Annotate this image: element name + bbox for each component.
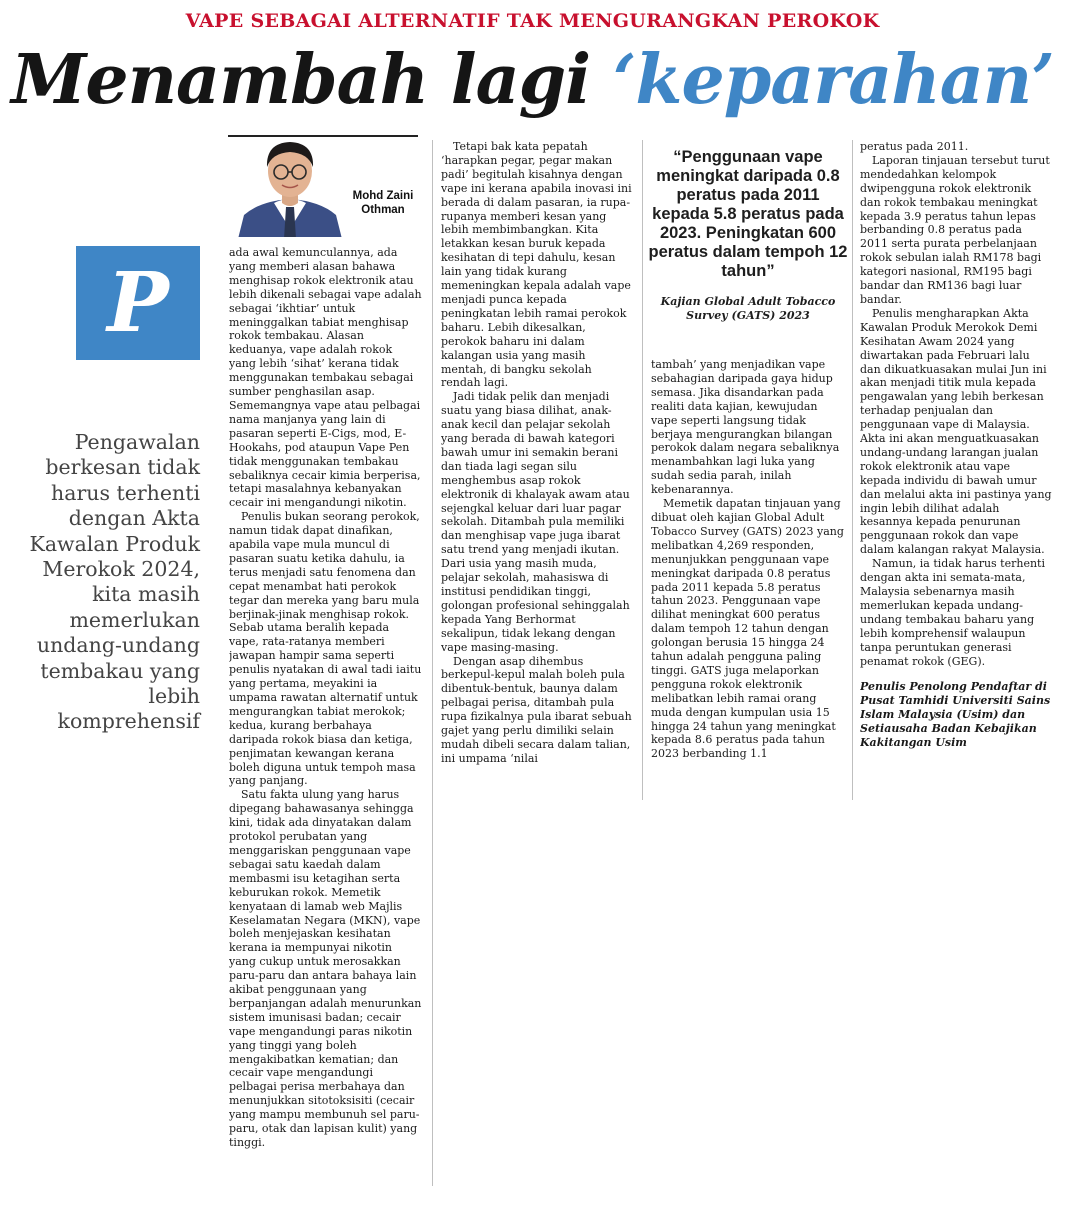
paragraph: tambah’ yang menjadikan vape sebahagian daripada gaya hidup semasa. Jika disandarkan pada realiti data kajian, kewujudan vape seperti langsung tidak berjaya mengurangkan bilangan perokok dalam negara sebaliknya menambahkan lagi luka yang sudah sedia parah, inilah kebenarannya.: [651, 358, 840, 497]
quote-source: Kajian Global Adult Tobacco Survey (GATS) 2023: [660, 295, 836, 322]
column-rule: [852, 140, 853, 800]
paragraph: Jadi tidak pelik dan menjadi suatu yang biasa dilihat, anak-anak kecil dan pelajar sekolah yang berada di bawah kategori bawah umur ini semakin berani dan tiada lagi segan silu menghembus asap rokok elektronik di khalayak awam atau sejengkal keluar dari luar pagar sekolah. Ditambah pula memiliki dan menghisap vape juga ibarat satu trend yang menjadi ikutan. Dari usia yang masih muda, pelajar sekolah, mahasiswa di institusi pendidikan tinggi, golongan profesional sehinggalah kepada Yang Berhormat sekalipun, tidak lekang dengan vape masing-masing.: [441, 390, 630, 654]
paragraph: peratus pada 2011.: [860, 140, 969, 153]
headline: [0, 40, 1065, 120]
headline-accent: ‘keparahan’: [612, 40, 1054, 120]
paragraph: Laporan tinjauan tersebut turut mendedahkan kelompok dwipengguna rokok elektronik dan rokok tembakau meningkat kepada 3.9 peratus tahun lepas berbanding 0.8 peratus pada 2011 serta purata perbelanjaan rokok sebulan ialah RM178 bagi kategori nasional, RM195 bagi bandar dan RM136 bagi luar bandar.: [860, 153, 1050, 306]
paragraph: ada awal kemunculannya, ada yang memberi alasan bahawa menghisap rokok elektronik atau lebih dikenali sebagai vape adalah sebagai ‘ikhtiar’ untuk meninggalkan tabiat menghisap rokok tembakau. Alasan keduanya, vape adalah rokok yang lebih ‘sihat’ kerana tidak menggunakan tembakau sebagai sumber penghasilan asap. Sememangnya vape atau pelbagai nama manjanya yang lain di pasaran seperti E-Cigs, mod, E-Hookahs, pod ataupun Vape Pen tidak menggunakan tembakau sebaliknya cecair kimia berperisa, tetapi masalahnya kebanyakan cecair ini mengandungi nikotin.: [229, 246, 422, 510]
paragraph: Memetik dapatan tinjauan yang dibuat oleh kajian Global Adult Tobacco Survey (GATS) 2023 yang melibatkan 4,269 responden, menunjukkan penggunaan vape meningkat daripada 0.8 peratus pada 2011 kepada 5.8 peratus tahun 2023. Penggunaan vape dilihat meningkat 600 peratus dalam tempoh 12 tahun dengan golongan berusia 15 hingga 24 tahun adalah pengguna paling tinggi. GATS juga melaporkan pengguna rokok elektronik melibatkan lebih ramai orang muda dengan kumpulan usia 15 hingga 24 tahun yang meningkat kepada 8.6 peratus pada tahun 2023 berbanding 1.1: [651, 497, 844, 761]
author-name: Mohd Zaini Othman: [352, 190, 414, 216]
author-photo: [230, 137, 350, 237]
article-column-2: [441, 140, 634, 1186]
paragraph: Tetapi bak kata pepatah ‘harapkan pegar, pegar makan padi’ begitulah kisahnya dengan vape ini kerana apabila inovasi ini berada di dalam pasaran, ia rupa-rupanya memberi kesan yang lebih membimbangkan. Kita letakkan kesan buruk kepada kesihatan di tepi dahulu, kesan lain yang tidak kurang memeningkan kepala adalah vape menjadi punca kepada peningkatan lebih ramai perokok baharu. Lebih dikesalkan, perokok baharu ini dalam kalangan usia yang masih mentah, di bangku sekolah rendah lagi.: [441, 140, 632, 390]
column-rule: [432, 140, 433, 1186]
column-rule: [642, 140, 643, 800]
article-column-3: [651, 358, 845, 778]
quote-text: “Penggunaan vape meningkat daripada 0.8 peratus pada 2011 kepada 5.8 peratus pada 2023. Peningkatan 600 peratus dalam tempoh 12 tahun”: [648, 148, 848, 280]
author-byline: [228, 135, 418, 237]
pull-quote: Pengawalan berkesan tidak harus terhenti dengan Akta Kawalan Produk Merokok 2024, kita masih memerlukan undang-undang tembakau yang lebih komprehensif: [29, 430, 200, 734]
paragraph: Penulis bukan seorang perokok, namun tidak dapat dinafikan, apabila vape mula muncul di pasaran suatu ketika dahulu, ia terus menjadi satu fenomena dan cepat menambat hati perokok tegar dan mereka yang baru mula berjinak-jinak menghisap rokok. Sebab utama beralih kepada vape, rata-ratanya memberi jawapan hampir sama seperti penulis nyatakan di awal tadi iaitu yang pertama, meyakini ia umpama rawatan alternatif untuk mengurangkan tabiat merokok; kedua, kurang berbahaya daripada rokok biasa dan ketiga, penjimatan kewangan kerana boleh diguna untuk tempoh masa yang panjang.: [229, 510, 422, 788]
headline-text: Menambah lagi: [11, 40, 613, 120]
drop-cap: P: [76, 246, 200, 360]
highlight-quote: [648, 148, 848, 322]
kicker: VAPE SEBAGAI ALTERNATIF TAK MENGURANGKAN PEROKOK: [185, 10, 880, 32]
article-column-1: [229, 246, 422, 1186]
paragraph: Satu fakta ulung yang harus dipegang bahawasanya sehingga kini, tidak ada dinyatakan dalam protokol perubatan yang menggariskan penggunaan vape sebagai satu kaedah dalam membasmi isu ketagihan serta keburukan rokok. Memetik kenyataan di lamab web Majlis Keselamatan Negara (MKN), vape boleh menjejaskan kesihatan kerana ia mempunyai nikotin yang cukup untuk merosakkan paru-paru dan antara bahaya lain akibat penggunaan yang berpanjangan adalah menurunkan sistem imunisasi badan; cecair vape mengandungi paras nikotin yang tinggi yang boleh mengakibatkan kematian; dan cecair vape mengandungi pelbagai perisa merbahaya dan menunjukkan sitotoksisiti (cecair yang mampu membunuh sel paru-paru, otak dan lapisan kulit) yang tinggi.: [229, 788, 422, 1149]
paragraph: Penulis mengharapkan Akta Kawalan Produk Merokok Demi Kesihatan Awam 2024 yang diwartakan pada Februari lalu dan dikuatkuasakan mulai Jun ini akan menjadi titik mula kepada pengawalan yang lebih berkesan terhadap penjualan dan penggunaan vape di Malaysia. Akta ini akan menguatkuasakan undang-undang larangan jualan rokok elektronik atau vape kepada individu di bawah umur dan melalui akta ini pastinya yang ingin lebih dilihat adalah kesannya kepada penurunan penggunaan rokok dan vape dalam kalangan rakyat Malaysia.: [860, 306, 1052, 557]
paragraph: Namun, ia tidak harus terhenti dengan akta ini semata-mata, Malaysia sebenarnya masih memerlukan kepada undang-undang tembakau baharu yang lebih komprehensif walaupun tanpa peruntukan generasi penamat rokok (GEG).: [860, 557, 1045, 668]
paragraph: Dengan asap dihembus berkepul-kepul malah boleh pula dibentuk-bentuk, baunya dalam pelbagai perisa, ditambah pula rupa fizikalnya pula ibarat sebuah gajet yang perlu dimiliki selain mudah dibeli secara dalam talian, ini umpama ‘nilai: [441, 654, 632, 765]
article-column-4: [860, 140, 1052, 780]
author-bio: Penulis Penolong Pendaftar di Pusat Tamhidi Universiti Sains Islam Malaysia (Usim) dan Setiausaha Badan Kebajikan Kakitangan Usim: [860, 680, 1051, 750]
